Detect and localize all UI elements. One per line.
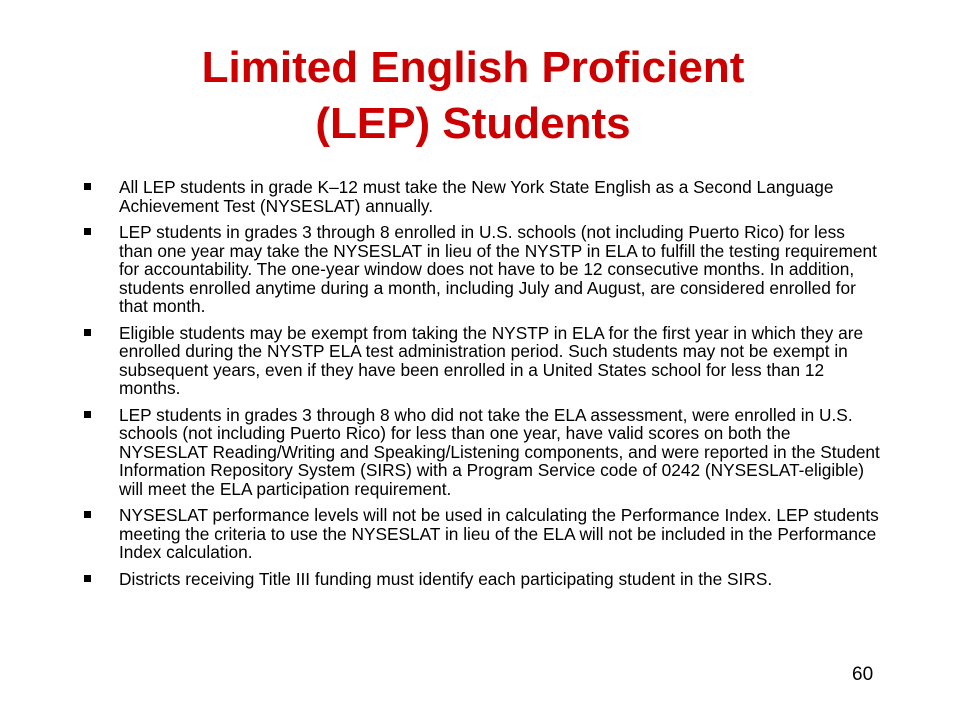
square-bullet-icon bbox=[84, 329, 91, 336]
slide-title-line-1: Limited English Proficient bbox=[201, 43, 745, 92]
bullet-item bbox=[80, 506, 880, 562]
bullet-item bbox=[80, 223, 880, 316]
square-bullet-icon bbox=[84, 575, 91, 582]
bullet-item bbox=[80, 324, 880, 398]
bullet-item bbox=[80, 570, 880, 589]
square-bullet-icon bbox=[84, 183, 91, 190]
bullet-text: Districts receiving Title III funding must identify each participating student in the SIRS. bbox=[119, 568, 773, 589]
bullet-text: LEP students in grades 3 through 8 who did not take the ELA assessment, were enrolled in U.S. schools (not including Puerto Rico) for less than one year, have valid scores on both the NYSESLAT Reading/Writing and Speaking/Listening components, and were reported in the Student Information Repository System (SIRS) with a Program Service code of 0242 (NYSESLAT-eligible) will meet the ELA participation requirement. bbox=[119, 404, 880, 499]
square-bullet-icon bbox=[84, 411, 91, 418]
bullet-list bbox=[80, 178, 880, 596]
page-number: 60 bbox=[852, 664, 874, 685]
slide-title bbox=[0, 40, 946, 152]
bullet-item bbox=[80, 406, 880, 499]
square-bullet-icon bbox=[84, 511, 91, 518]
slide-title-line-2: (LEP) Students bbox=[315, 99, 631, 148]
bullet-text: All LEP students in grade K–12 must take the New York State English as a Second Language Achievement Test (NYSESLAT) annually. bbox=[119, 177, 834, 216]
square-bullet-icon bbox=[84, 228, 91, 235]
bullet-text: LEP students in grades 3 through 8 enrolled in U.S. schools (not including Puerto Rico) for less than one year may take the NYSESLAT in lieu of the NYSTP in ELA to fulfill the testing requirement for accountability. The one-year window does not have to be 12 consecutive months. In addition, students enrolled anytime during a month, including July and August, are considered enrolled for that month. bbox=[119, 222, 877, 316]
bullet-item bbox=[80, 178, 880, 215]
bullet-text: NYSESLAT performance levels will not be used in calculating the Performance Index. LEP students meeting the criteria to use the NYSESLAT in lieu of the ELA will not be included in the Performance Index calculation. bbox=[119, 505, 879, 562]
bullet-text: Eligible students may be exempt from taking the NYSTP in ELA for the first year in which they are enrolled during the NYSTP ELA test administration period. Such students may not be exempt in subsequent years, even if they have been enrolled in a United States school for less than 12 months. bbox=[119, 322, 864, 398]
